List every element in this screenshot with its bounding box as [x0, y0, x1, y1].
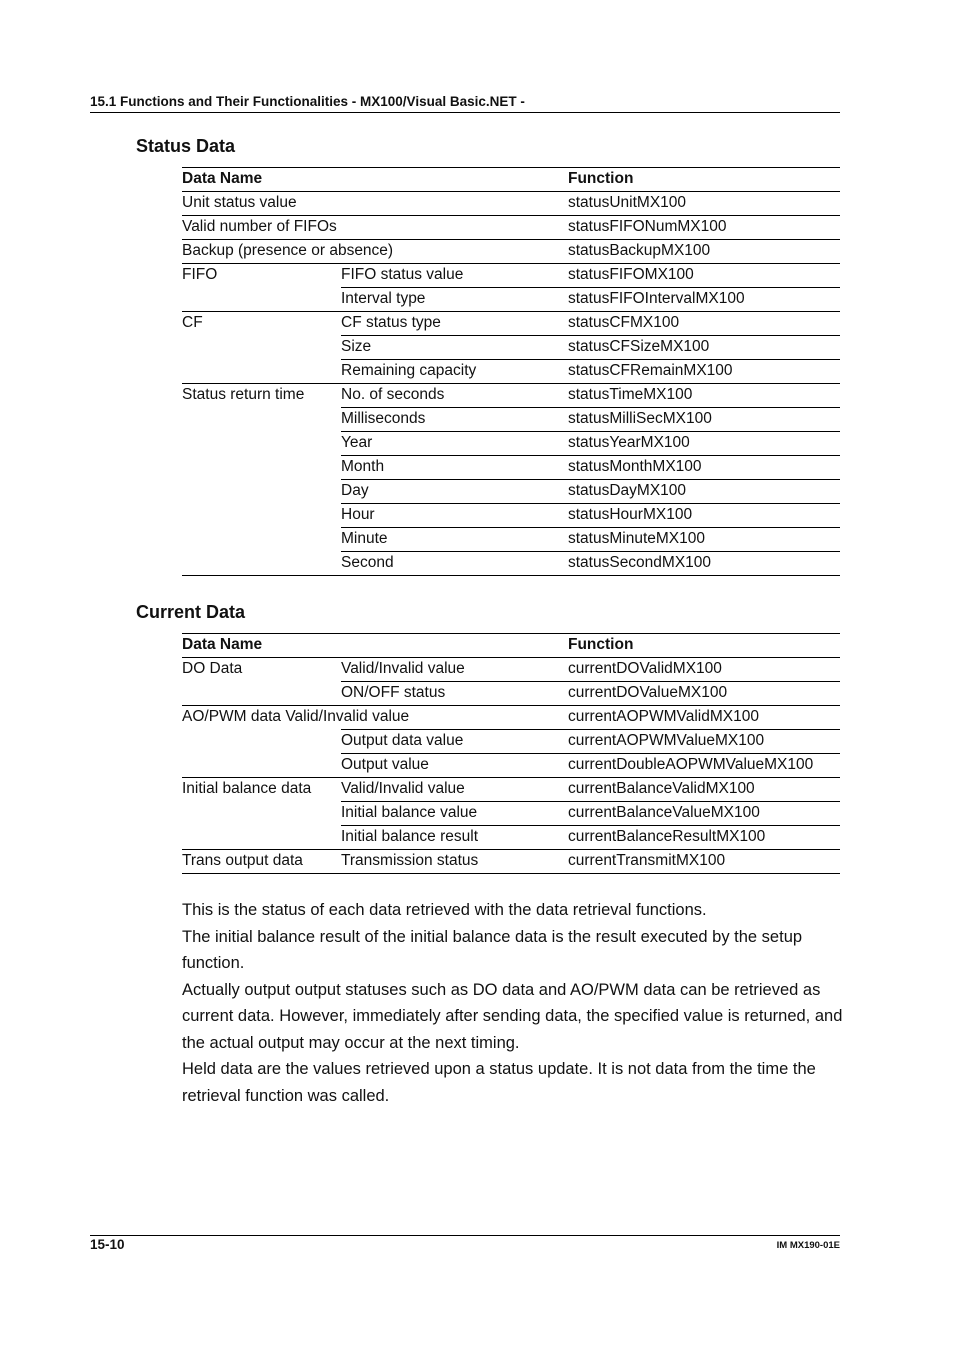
table-row — [182, 192, 840, 216]
column-header-function: Function — [568, 168, 840, 192]
function-cell: statusBackupMX100 — [568, 240, 840, 264]
data-name-cell — [182, 456, 341, 480]
function-cell: statusCFMX100 — [568, 312, 840, 336]
table-row — [182, 528, 840, 552]
table-row — [182, 802, 840, 826]
function-cell: currentAOPWMValueMX100 — [568, 730, 840, 754]
current-table-body — [182, 658, 840, 874]
note-paragraph: Actually output output statuses such as DO data and AO/PWM data can be retrieved as current data. However, immediately after sending data, the specified value is returned, and the actual output may occur at the next timing. — [182, 980, 843, 1052]
function-cell: statusCFSizeMX100 — [568, 336, 840, 360]
data-name-cell — [182, 730, 341, 754]
function-cell: currentAOPWMValidMX100 — [568, 706, 840, 730]
function-cell: currentDoubleAOPWMValueMX100 — [568, 754, 840, 778]
note-paragraph: The initial balance result of the initial balance data is the result executed by the setup function. — [182, 927, 803, 972]
data-name-cell: Status return time — [182, 384, 341, 408]
table-row — [182, 216, 840, 240]
status-data-table — [182, 167, 840, 576]
table-row — [182, 240, 840, 264]
sub-item-cell: Year — [341, 432, 568, 456]
page-number: 15-10 — [90, 1237, 125, 1252]
note-paragraph: Held data are the values retrieved upon a status update. It is not data from the time the retrieval function was called. — [182, 1060, 816, 1105]
table-row — [182, 658, 840, 682]
function-cell: statusFIFONumMX100 — [568, 216, 840, 240]
sub-item-cell: Minute — [341, 528, 568, 552]
function-cell: statusMonthMX100 — [568, 456, 840, 480]
data-name-cell: DO Data — [182, 658, 341, 682]
data-name-cell: Unit status value — [182, 192, 568, 216]
table-row — [182, 480, 840, 504]
table-row — [182, 456, 840, 480]
sub-item-cell: Month — [341, 456, 568, 480]
page-header: 15.1 Functions and Their Functionalities - MX100/Visual Basic.NET - — [90, 94, 840, 113]
data-name-cell — [182, 754, 341, 778]
function-cell: currentBalanceValidMX100 — [568, 778, 840, 802]
data-name-cell — [182, 802, 341, 826]
column-header-function: Function — [568, 634, 840, 658]
table-row — [182, 384, 840, 408]
function-cell: currentBalanceValueMX100 — [568, 802, 840, 826]
table-row — [182, 706, 840, 730]
status-table-body — [182, 192, 840, 576]
note-paragraph: This is the status of each data retrieved with the data retrieval functions. — [182, 901, 707, 919]
function-cell: statusFIFOIntervalMX100 — [568, 288, 840, 312]
data-name-cell — [182, 360, 341, 384]
sub-item-cell: CF status type — [341, 312, 568, 336]
table-row — [182, 432, 840, 456]
document-id: IM MX190-01E — [776, 1240, 840, 1251]
data-name-cell — [182, 528, 341, 552]
table-row — [182, 264, 840, 288]
table-row — [182, 504, 840, 528]
footer-divider — [90, 1235, 840, 1236]
data-name-cell: FIFO — [182, 264, 341, 288]
data-name-cell — [182, 504, 341, 528]
function-cell: statusMilliSecMX100 — [568, 408, 840, 432]
data-name-cell — [182, 480, 341, 504]
sub-item-cell: FIFO status value — [341, 264, 568, 288]
data-name-cell — [182, 826, 341, 850]
function-cell: currentBalanceResultMX100 — [568, 826, 840, 850]
table-row — [182, 778, 840, 802]
sub-item-cell: Valid/Invalid value — [341, 658, 568, 682]
function-cell: statusSecondMX100 — [568, 552, 840, 576]
sub-item-cell: No. of seconds — [341, 384, 568, 408]
sub-item-cell: Transmission status — [341, 850, 568, 874]
sub-item-cell: Output value — [341, 754, 568, 778]
current-data-title: Current Data — [136, 602, 246, 622]
table-row — [182, 552, 840, 576]
status-data-title: Status Data — [136, 136, 236, 156]
table-row — [182, 312, 840, 336]
sub-item-cell: Valid/Invalid value — [341, 778, 568, 802]
sub-item-cell: Second — [341, 552, 568, 576]
table-row — [182, 826, 840, 850]
sub-item-cell: Output data value — [341, 730, 568, 754]
current-data-table — [182, 633, 840, 874]
data-name-cell: Initial balance data — [182, 778, 341, 802]
table-row — [182, 408, 840, 432]
column-header-data-name: Data Name — [182, 634, 568, 658]
column-header-data-name: Data Name — [182, 168, 568, 192]
data-name-cell: AO/PWM data Valid/Invalid value — [182, 706, 568, 730]
sub-item-cell: Hour — [341, 504, 568, 528]
function-cell: statusCFRemainMX100 — [568, 360, 840, 384]
table-row — [182, 288, 840, 312]
notes — [182, 897, 847, 1109]
sub-item-cell: Interval type — [341, 288, 568, 312]
data-name-cell — [182, 682, 341, 706]
function-cell: statusDayMX100 — [568, 480, 840, 504]
function-cell: currentTransmitMX100 — [568, 850, 840, 874]
data-name-cell: Valid number of FIFOs — [182, 216, 568, 240]
table-row — [182, 730, 840, 754]
function-cell: statusHourMX100 — [568, 504, 840, 528]
sub-item-cell: Day — [341, 480, 568, 504]
function-cell: currentDOValueMX100 — [568, 682, 840, 706]
function-cell: statusYearMX100 — [568, 432, 840, 456]
table-row — [182, 850, 840, 874]
sub-item-cell: Milliseconds — [341, 408, 568, 432]
sub-item-cell: Initial balance value — [341, 802, 568, 826]
data-name-cell — [182, 288, 341, 312]
data-name-cell: Trans output data — [182, 850, 341, 874]
data-name-cell: CF — [182, 312, 341, 336]
function-cell: statusFIFOMX100 — [568, 264, 840, 288]
data-name-cell: Backup (presence or absence) — [182, 240, 568, 264]
function-cell: statusTimeMX100 — [568, 384, 840, 408]
sub-item-cell: ON/OFF status — [341, 682, 568, 706]
sub-item-cell: Size — [341, 336, 568, 360]
data-name-cell — [182, 336, 341, 360]
data-name-cell — [182, 408, 341, 432]
data-name-cell — [182, 432, 341, 456]
sub-item-cell: Initial balance result — [341, 826, 568, 850]
sub-item-cell: Remaining capacity — [341, 360, 568, 384]
table-row — [182, 754, 840, 778]
function-cell: statusMinuteMX100 — [568, 528, 840, 552]
function-cell: statusUnitMX100 — [568, 192, 840, 216]
function-cell: currentDOValidMX100 — [568, 658, 840, 682]
data-name-cell — [182, 552, 341, 576]
table-row — [182, 360, 840, 384]
table-row — [182, 336, 840, 360]
table-row — [182, 682, 840, 706]
